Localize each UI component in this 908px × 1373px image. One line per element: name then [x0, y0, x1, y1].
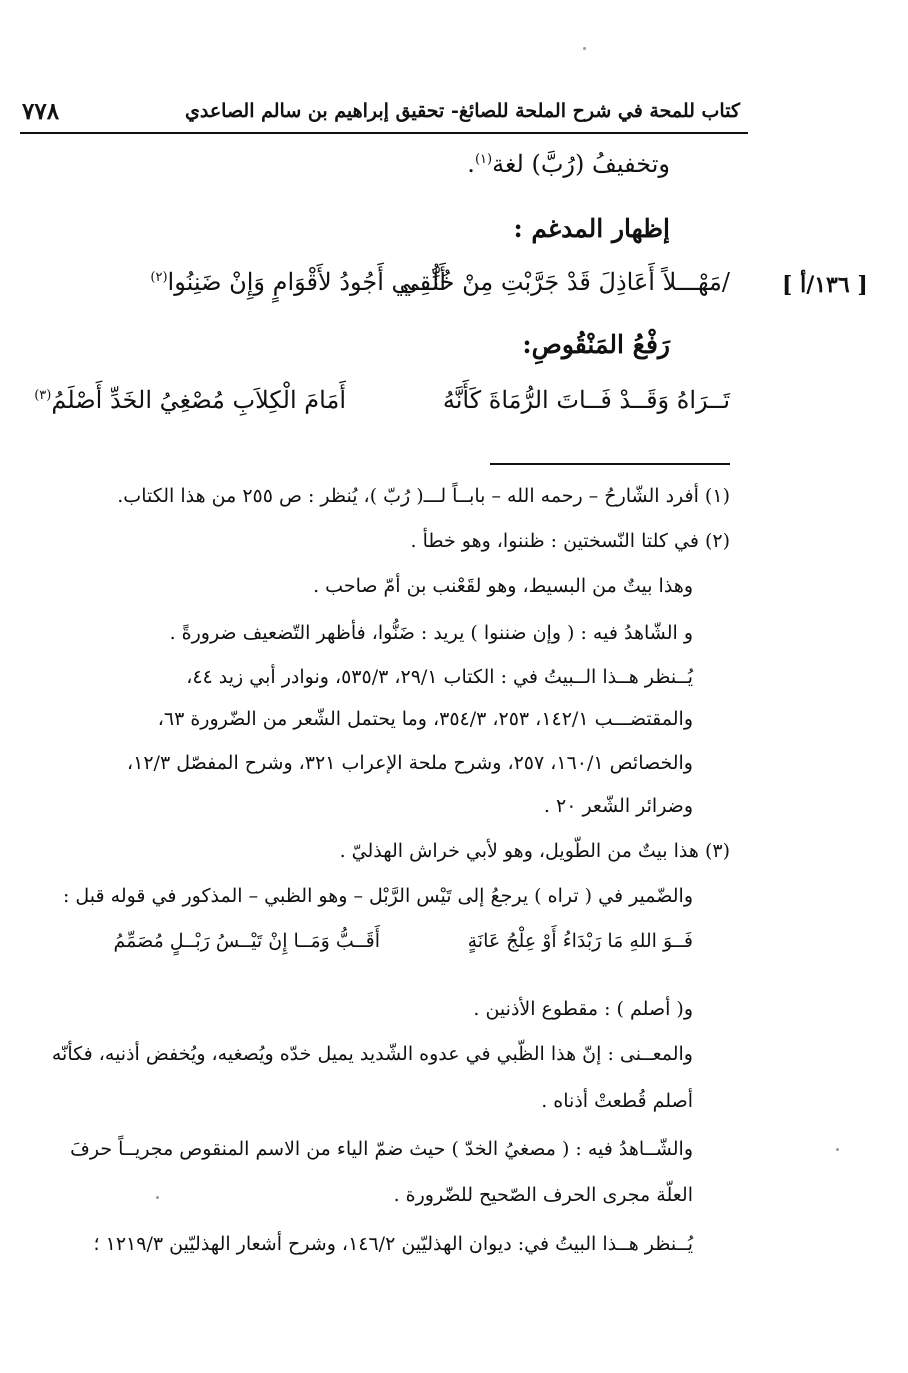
- footnote-1: (١) أفرد الشّارحُ – رحمه الله – بابــاً لـــ( رُبّ )، يُنظر : ص ٢٥٥ من هذا الكتاب.: [117, 485, 730, 507]
- footnote-2-line-7: وضرائر الشّعر ٢٠ .: [543, 795, 693, 817]
- body-line-1-end: .: [467, 150, 475, 178]
- footnote-2-line-5: والمقتضـــب ١٤٢/١، ٢٥٣، ٣٥٤/٣، وما يحتمل الشّعر من الضّرورة ٦٣،: [157, 708, 693, 730]
- footnote-2-line-4: يُــنظر هــذا الــبيتُ في : الكتاب ٢٩/١، ٥٣٥/٣، ونوادر أبي زيد ٤٤،: [186, 666, 693, 688]
- verse-1-second-hemistich: [150, 268, 446, 296]
- footnote-2-line-3: و الشّاهدُ فيه : ( وإن ضننوا ) يريد : ضَنُّوا، فأظهر التّضعيف ضرورةً .: [169, 622, 693, 644]
- verse-1-second-text: أَنِّـــي أَجُودُ لأَقْوَامٍ وَإِنْ ضَنِنُوا: [167, 268, 446, 296]
- page-number: ٧٧٨: [22, 98, 60, 125]
- footnote-2-line-2: وهذا بيتٌ من البسيط، وهو لقَعْنب بن أمّ صاحب .: [313, 575, 693, 597]
- footnote-3-verse-second: أَقَــبُّ وَمَــا إِنْ تَيْــسُ رَبْــلٍ مُصَمِّمُ: [113, 930, 380, 952]
- footnote-3: (٣) هذا بيتٌ من الطّويل، وهو لأبي خراش الهذليّ .: [339, 840, 730, 862]
- footnote-3-line-2: والضّمير في ( تراه ) يرجعُ إلى تَيْس الرَّبْل – وهو الظبي – المذكور في قوله قبل :: [62, 885, 693, 907]
- footnote-separator: [490, 463, 730, 465]
- footnote-ref-1[interactable]: (١): [474, 152, 493, 167]
- header-rule: [20, 132, 748, 134]
- verse-2-first-hemistich: تَــرَاهُ وَقَــدْ فَــاتَ الرُّمَاةَ كَأَنَّهُ: [442, 386, 730, 414]
- scan-speck: [836, 1148, 839, 1151]
- verse-1-first-hemistich: /مَهْـــلاً أَعَاذِلَ قَدْ جَرَّبْتِ مِنْ خُلُقِي: [399, 268, 730, 296]
- footnote-2-line-6: والخصائص ١٦٠/١، ٢٥٧، وشرح ملحة الإعراب ٣٢١، وشرح المفصّل ١٢/٣،: [127, 752, 693, 774]
- footnote-3-line-9: يُــنظر هــذا البيتُ في: ديوان الهذليّين ١٤٦/٢، وشرح أشعار الهذليّين ١٢١٩/٣ ؛: [93, 1233, 693, 1255]
- footnote-ref-2[interactable]: (٢): [150, 270, 168, 285]
- heading-idhhar-al-mudgham: إظهار المدغم :: [513, 214, 670, 243]
- footnote-ref-3[interactable]: (٣): [34, 388, 52, 403]
- footnote-3-line-5: والمعــنى : إنّ هذا الظّبي في عدوه الشّديد يميل خدّه ويُصغيه، ويُخفض أذنيه، فكأنّه: [51, 1043, 693, 1065]
- body-line-1: [467, 150, 670, 178]
- footnote-2: (٢) في كلتا النّسختين : ظننوا، وهو خطأ .: [410, 530, 730, 552]
- verse-2-second-text: أَمَامَ الْكِلاَبِ مُصْغِيُ الخَدِّ أَصْلَمُ: [51, 386, 346, 414]
- footnote-3-line-4: و( أصلم ) : مقطوع الأذنين .: [473, 998, 693, 1020]
- footnote-3-verse-first: فَــوَ اللهِ مَا رَبْدَاءُ أَوْ عِلْجُ عَانَةٍ: [467, 930, 693, 952]
- verse-2-second-hemistich: [34, 386, 346, 414]
- body-line-1-text: وتخفيفُ (رُبَّ) لغة: [492, 150, 670, 178]
- footnote-3-line-7: والشّــاهدُ فيه : ( مصغيُ الخدّ ) حيث ضمّ الياء من الاسم المنقوص مجريــاً حرفَ: [70, 1138, 693, 1160]
- scan-speck: [156, 1196, 159, 1199]
- heading-raf-al-manqus: رَفْعُ المَنْقُوصِ:: [522, 330, 670, 359]
- manuscript-folio-marker: [ ١٣٦/أ ]: [782, 272, 868, 298]
- footnote-3-line-6: أصلم قُطعتْ أذناه .: [541, 1090, 693, 1112]
- footnote-3-line-8: العلّة مجرى الحرف الصّحيح للضّرورة .: [393, 1184, 693, 1206]
- running-header-title: كتاب للمحة في شرح الملحة للصائغ- تحقيق إبراهيم بن سالم الصاعدي: [184, 100, 740, 122]
- scan-speck: [583, 47, 586, 50]
